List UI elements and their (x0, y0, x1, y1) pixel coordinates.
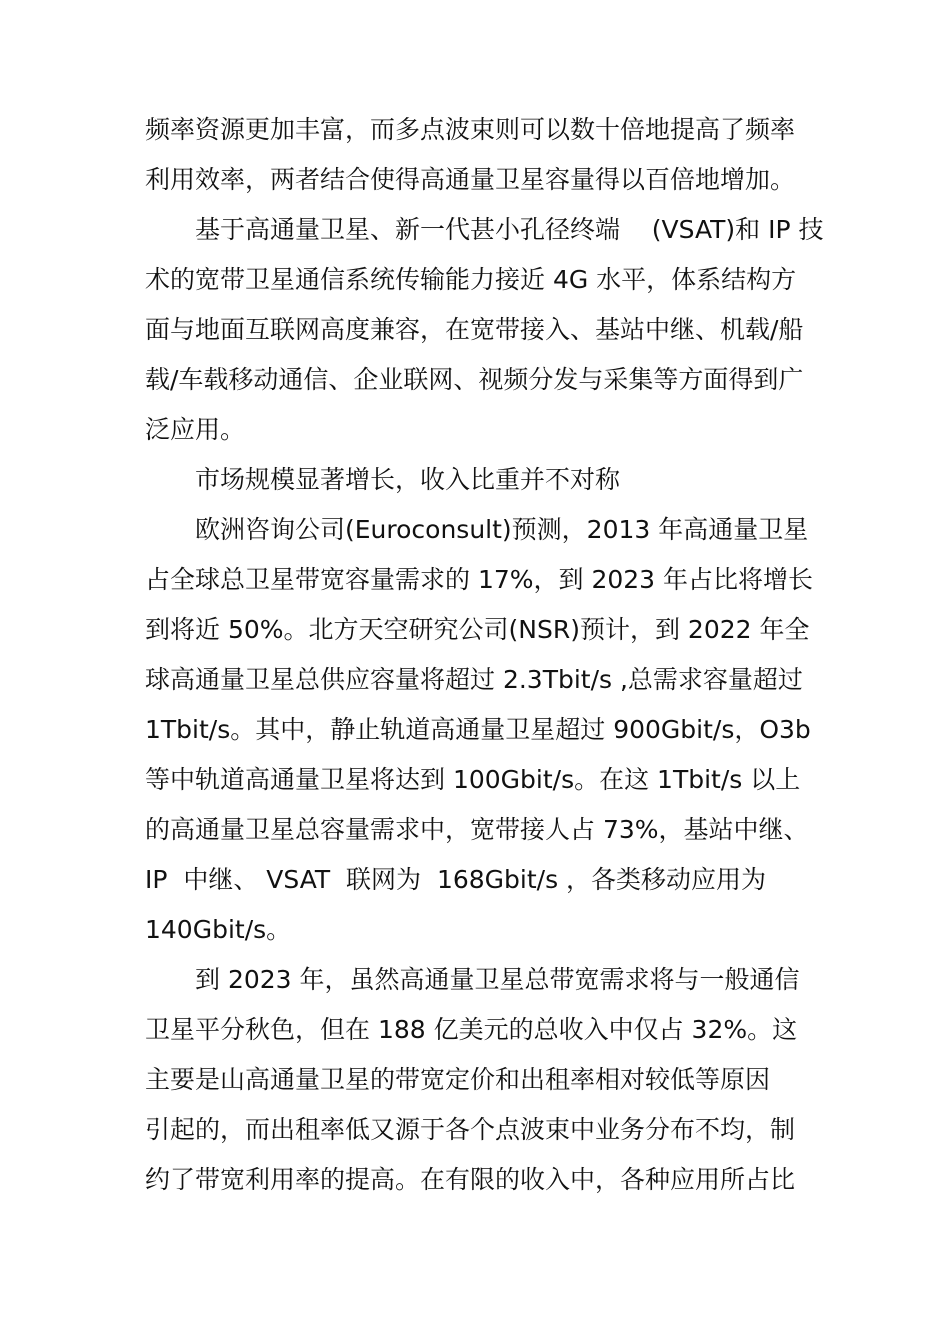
body-text-line: 利用效率，两者结合使得高通量卫星容量得以百倍地增加。 (145, 165, 796, 194)
body-text-line: IP 中继、 VSAT 联网为 168Gbit/s ，各类移动应用为 (145, 865, 767, 894)
body-text-line: 140Gbit/s。 (145, 915, 292, 944)
body-text-line: 泛应用。 (145, 415, 246, 444)
body-text-line: 到将近 50%。北方天空研究公司(NSR)预计，到 2022 年全 (145, 615, 810, 644)
body-text-line: 卫星平分秋色，但在 188 亿美元的总收入中仅占 32%。这 (145, 1015, 798, 1044)
body-text-line: 主要是山高通量卫星的带宽定价和出租率相对较低等原因 (145, 1065, 771, 1094)
body-text-line: 面与地面互联网高度兼容，在宽带接入、基站中继、机载/船 (145, 315, 804, 344)
body-text-line: 频率资源更加丰富，而多点波束则可以数十倍地提高了频率 (145, 115, 796, 144)
body-text-line: 占全球总卫星带宽容量需求的 17%，到 2023 年占比将增长 (145, 565, 814, 594)
body-text-line: 球高通量卫星总供应容量将超过 2.3Tbit/s ,总需求容量超过 (145, 665, 803, 694)
body-text-line: 载/车载移动通信、企业联网、视频分发与采集等方面得到广 (145, 365, 804, 394)
body-text-line: 的高通量卫星总容量需求中，宽带接人占 73%，基站中继、 (145, 815, 809, 844)
body-text-line: 等中轨道高通量卫星将达到 100Gbit/s。在这 1Tbit/s 以上 (145, 765, 801, 794)
body-text-line: 术的宽带卫星通信系统传输能力接近 4G 水平，体系结构方 (145, 265, 797, 294)
body-text-line: 约了带宽利用率的提高。在有限的收入中，各种应用所占比 (145, 1165, 796, 1194)
body-text-line: 引起的，而出租率低又源于各个点波束中业务分布不均，制 (145, 1115, 796, 1144)
paragraph-first-line: 欧洲咨询公司(Euroconsult)预测，2013 年高通量卫星 (195, 515, 809, 544)
paragraph-first-line: 到 2023 年，虽然高通量卫星总带宽需求将与一般通信 (195, 965, 800, 994)
section-heading: 市场规模显著增长，收入比重并不对称 (195, 465, 621, 494)
paragraph-first-line: 基于高通量卫星、新一代甚小孔径终端 (VSAT)和 IP 技 (195, 215, 824, 244)
body-text-line: 1Tbit/s。其中，静止轨道高通量卫星超过 900Gbit/s，O3b (145, 715, 811, 744)
